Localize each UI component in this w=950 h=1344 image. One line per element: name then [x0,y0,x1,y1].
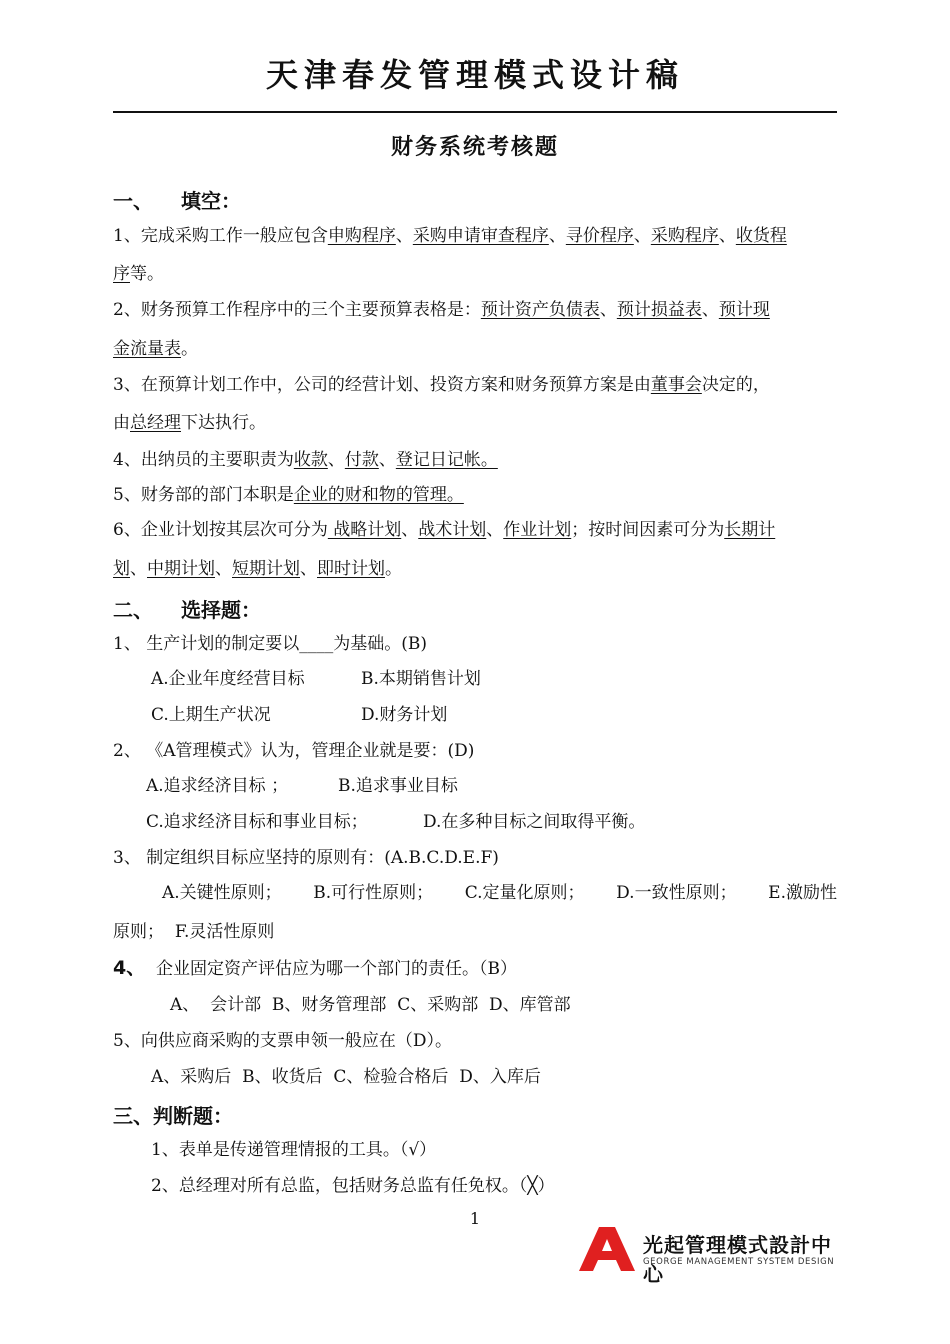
section-number: 二、 [113,598,153,622]
answer: 长期计 [724,520,776,540]
answer: 采购申请审查程序 [412,226,549,246]
answer: 预计资产负债表 [480,300,600,320]
separator: 、 [130,559,147,579]
fill-question-4 [113,449,498,471]
fill-question-6-line-2 [113,558,402,580]
choice-option: B.本期销售计划 [361,669,481,689]
fill-question-3-line-1 [113,374,837,396]
question-text: ；按时间因素可分为 [571,520,725,540]
answer: 董事会 [650,375,702,395]
separator: 、 [633,226,651,246]
answer: 短期计划 [232,559,300,579]
fill-question-2-line-1 [113,299,837,321]
choice-options-row [162,882,837,904]
choice-option: F.灵活性原则 [174,922,275,942]
answer: 收款 [293,450,328,470]
fill-question-3-line-2 [113,412,266,434]
question-text: 。 [181,339,198,359]
choice-options-row [113,921,274,943]
section-heading-judge: 三、判断题： [113,1104,233,1128]
choice-question-3: 3、 制定组织目标应坚持的原则有：(A.B.C.D.E.F) [113,848,499,868]
choice-question-2: 2、 《A管理模式》认为，管理企业就是要：(D) [113,741,475,761]
logo-chinese-name: 光起管理模式設計中心 [643,1233,832,1286]
choice-option: D.财务计划 [361,705,448,725]
choice-option: 原则； [113,922,164,942]
question-text: 企业固定资产评估应为哪一个部门的责任。（B） [156,959,518,979]
choice-options-row: A、 会计部 B、财务管理部 C、采购部 D、库管部 [170,995,571,1015]
choice-question-5: 5、向供应商采购的支票申领一般应在（D）。 [113,1031,452,1051]
choice-option: A.企业年度经营目标 [151,669,305,689]
choice-question-1: 1、 生产计划的制定要以____为基础。(B) [113,634,427,654]
separator: 、 [300,559,317,579]
question-number: 4、 [113,957,146,979]
header-divider [113,111,837,113]
fill-question-1-line-2 [113,263,164,285]
answer: 战术计划 [418,520,487,540]
answer: 战略计划 [327,520,402,540]
answer: 收货程 [735,226,787,246]
answer: 预计现 [718,300,770,320]
question-text: 下达执行。 [181,413,266,433]
answer: 申购程序 [327,226,396,246]
logo-a-icon [579,1227,635,1271]
question-text: 由 [113,413,130,433]
choice-option: E.激励性 [768,883,837,903]
question-text: 1、完成采购工作一般应包含 [113,226,328,246]
question-text: 5、财务部的部门本职是 [113,485,294,505]
question-text: 4、出纳员的主要职责为 [113,450,294,470]
choice-option: C.定量化原则； [464,883,585,903]
logo-english-name: GEORGE MANAGEMENT SYSTEM DESIGN [643,1257,835,1267]
separator: 、 [701,300,719,320]
answer: 总经理 [130,413,181,433]
question-text: 决定的， [701,375,770,395]
judge-question-1: 1、表单是传递管理情报的工具。（√） [151,1140,437,1160]
fill-question-6-line-1 [113,519,837,541]
separator: 、 [548,226,566,246]
answer: 作业计划 [503,520,572,540]
choice-option: A.关键性原则； [162,883,282,903]
answer: 即时计划 [317,559,385,579]
choice-option: D.一致性原则； [616,883,737,903]
answer: 金流量表 [113,339,181,359]
question-text: 3、在预算计划工作中，公司的经营计划、投资方案和财务预算方案是由 [113,375,651,395]
separator: 、 [718,226,736,246]
fill-question-1-line-1 [113,225,837,247]
choice-option: C.上期生产状况 [151,705,271,725]
question-text: 等。 [130,264,164,284]
section-title: 填空： [181,189,241,213]
choice-option: D.在多种目标之间取得平衡。 [423,812,646,832]
answer: 采购程序 [650,226,719,246]
section-heading-choice [113,594,261,623]
answer: 付款 [344,450,379,470]
company-logo [579,1227,837,1286]
choice-option: A.追求经济目标 ； [146,776,289,796]
section-heading-fill [113,185,241,214]
answer: 寻价程序 [565,226,634,246]
question-text: 2、财务预算工作程序中的三个主要预算表格是： [113,300,481,320]
answer: 登记日记帐。 [395,450,498,470]
page-number: 1 [469,1209,481,1228]
choice-options-row: A、采购后 B、收货后 C、检验合格后 D、入库后 [151,1067,541,1087]
fill-question-5 [113,484,464,506]
separator: 、 [215,559,232,579]
separator: 、 [378,450,396,470]
separator: 、 [401,520,419,540]
document-subtitle: 财务系统考核题 [390,135,559,160]
judge-question-2: 2、总经理对所有总监，包括财务总监有任免权。（╳） [151,1176,555,1196]
answer: 预计损益表 [616,300,702,320]
question-text: 6、企业计划按其层次可分为 [113,520,328,540]
fill-question-2-line-2 [113,338,198,360]
answer: 划 [113,559,130,579]
choice-option: C.追求经济目标和事业目标； [146,812,368,832]
separator: 、 [486,520,504,540]
separator: 、 [327,450,345,470]
answer: 企业的财和物的管理。 [293,485,464,505]
page-title: 天津春发管理模式设计稿 [265,56,684,94]
separator: 、 [395,226,413,246]
answer: 序 [113,264,130,284]
section-number: 一、 [113,189,153,213]
answer: 中期计划 [147,559,215,579]
section-title: 选择题： [181,598,261,622]
choice-option: B.可行性原则； [313,883,434,903]
choice-question-4 [113,957,517,980]
separator: 、 [599,300,617,320]
choice-option: B.追求事业目标 [338,776,458,796]
question-text: 。 [385,559,402,579]
